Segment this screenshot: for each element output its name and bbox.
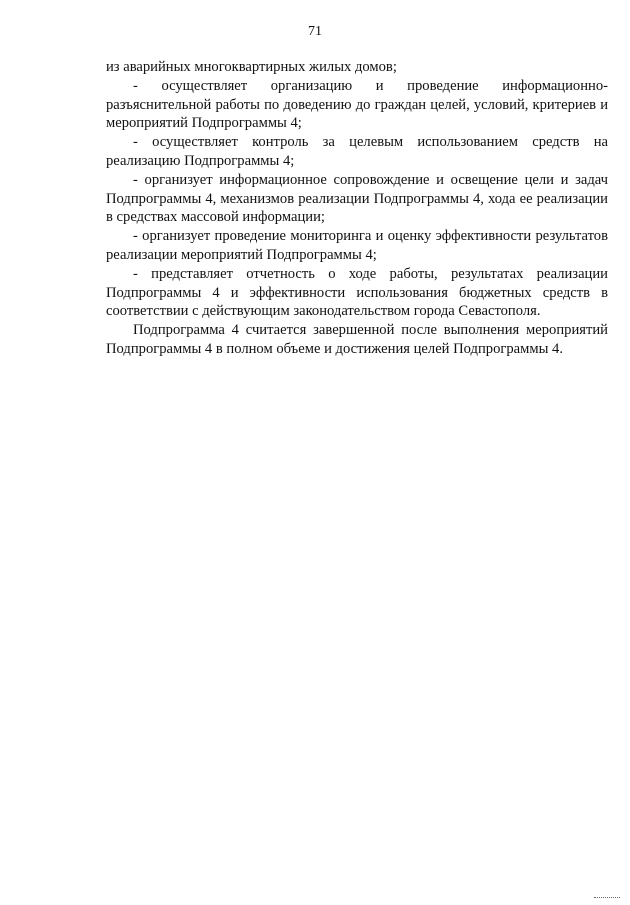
paragraph-media-support: - организует информационное сопровождение и освещение цели и задач Подпрограммы 4, механизмов реализации Подпрограммы 4, хода ее реализации в средствах массовой информации; [106,171,608,226]
scan-edge-mark [594,897,620,899]
paragraph-control: - осуществляет контроль за целевым использованием средств на реализацию Подпрограммы 4; [106,134,608,169]
document-body [106,58,608,359]
page-number: 71 [308,24,322,39]
paragraph-completion: Подпрограмма 4 считается завершенной после выполнения мероприятий Подпрограммы 4 в полном объеме и достижения целей Подпрограммы 4. [106,322,608,357]
paragraph-information-work: - осуществляет организацию и проведение информационно-разъяснительной работы по доведению до граждан целей, условий, критериев и мероприятий Подпрограммы 4; [106,77,608,132]
paragraph-continuation: из аварийных многоквартирных жилых домов; [106,59,397,75]
paragraph-reporting: - представляет отчетность о ходе работы, результатах реализации Подпрограммы 4 и эффективности использования бюджетных средств в соответствии с действующим законодательством города Севастополя. [106,265,608,320]
paragraph-monitoring: - организует проведение мониторинга и оценку эффективности результатов реализации мероприятий Подпрограммы 4; [106,228,608,263]
